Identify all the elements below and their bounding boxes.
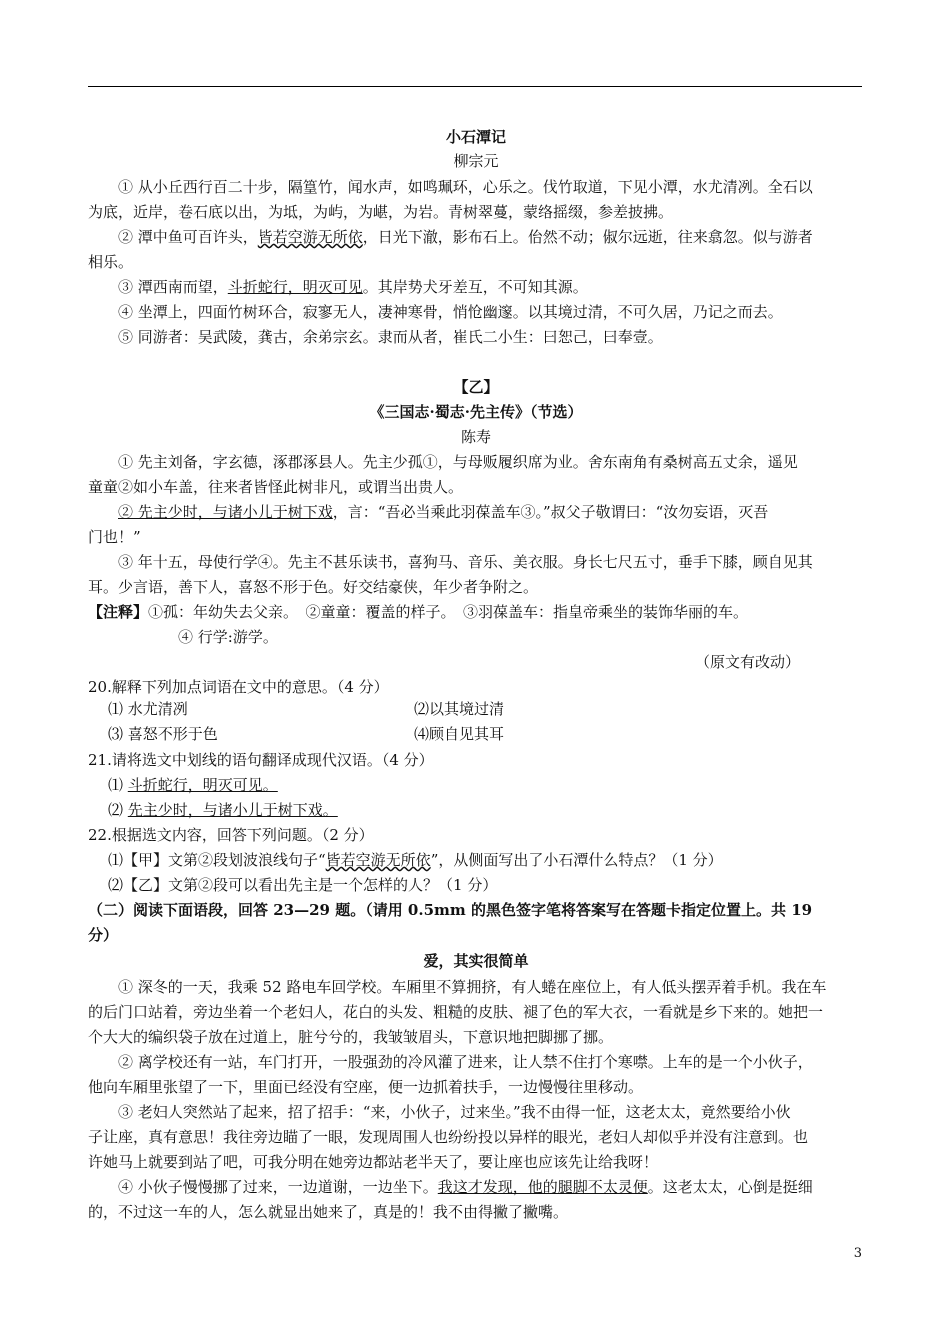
essay-paragraph-1-cont: 的后门口站着，旁边坐着一个老妇人，花白的头发、粗糙的皮肤、褪了色的军大衣，一看就是乡下来的。她把一 <box>88 1003 824 1021</box>
essay-paragraph-3: ③ 老妇人突然站了起来，招了招手：“来，小伙子，过来坐。”我不由得一怔，这老太太，竟然要给小伙 <box>118 1103 791 1121</box>
jia-paragraph-5: ⑤ 同游者：吴武陵，龚古，余弟宗玄。隶而从者，崔氏二小生：曰恕己，曰奉壹。 <box>118 328 663 346</box>
underlined-sentence: 斗折蛇行，明灭可见 <box>227 278 363 296</box>
underlined-sentence: ② 先主少时，与诸小儿于树下戏 <box>118 503 333 521</box>
question-21-a: ⑴ 斗折蛇行，明灭可见。 <box>108 776 278 794</box>
question-20-d: ⑷顾自见其耳 <box>414 725 505 743</box>
yi-title: 《三国志·蜀志·先主传》（节选） <box>369 403 583 421</box>
essay-paragraph-2-cont: 他向车厢里张望了一下，里面已经没有空座，便一边抓着扶手，一边慢慢往里移动。 <box>88 1078 644 1096</box>
yi-paragraph-2-cont: 门也！” <box>88 528 141 546</box>
jia-author: 柳宗元 <box>453 152 499 170</box>
question-20-c: ⑶ 喜怒不形于色 <box>108 725 218 743</box>
question-20: 20.解释下列加点词语在文中的意思。（4 分） <box>88 678 389 696</box>
yi-notes-cont: ④ 行学:游学。 <box>178 628 278 646</box>
essay-paragraph-3-cont2: 许她马上就要到站了吧，可我分明在她旁边都站老半天了，要让座也应该先让给我呀！ <box>88 1153 659 1171</box>
jia-paragraph-3: ③ 潭西南而望，斗折蛇行，明灭可见。其岸势犬牙差互，不可知其源。 <box>118 278 588 296</box>
question-21-b: ⑵ 先主少时，与诸小儿于树下戏。 <box>108 801 338 819</box>
underlined-sentence: 我这才发现，他的腿脚不太灵便 <box>437 1178 648 1196</box>
essay-paragraph-2: ② 离学校还有一站，车门打开，一股强劲的冷风灌了进来，让人禁不住打个寒噤。上车的是一个小伙子， <box>118 1053 813 1071</box>
wavy-underlined-sentence: 皆若空游无所依 <box>257 228 363 246</box>
section-2-instruction-cont: 分） <box>88 926 119 944</box>
jia-paragraph-4: ④ 坐潭上，四面竹树环合，寂寥无人，凄神寒骨，悄怆幽邃。以其境过清，不可久居，乃记之而去。 <box>118 303 783 321</box>
yi-label: 【乙】 <box>453 378 499 396</box>
page-number: 3 <box>853 1246 862 1261</box>
essay-paragraph-4-cont: 的，不过这一车的人，怎么就显出她来了，真是的！我不由得撇了撇嘴。 <box>88 1203 569 1221</box>
essay-paragraph-3-cont: 子让座，真有意思！我往旁边瞄了一眼，发现周围人也纷纷投以异样的眼光，老妇人却似乎并没有注意到。也 <box>88 1128 809 1146</box>
source-note: （原文有改动） <box>694 653 800 671</box>
essay-title: 爱，其实很简单 <box>423 952 529 970</box>
question-21: 21.请将选文中划线的语句翻译成现代汉语。（4 分） <box>88 751 434 769</box>
header-rule <box>88 86 862 87</box>
jia-title: 小石潭记 <box>445 128 506 146</box>
yi-paragraph-3: ③ 年十五，母使行学④。先主不甚乐读书，喜狗马、音乐、美衣服。身长七尺五寸，垂手下膝，顾自见其 <box>118 553 813 571</box>
jia-paragraph-2: ② 潭中鱼可百许头，皆若空游无所依，日光下澈，影布石上。佁然不动；俶尔远逝，往来翕忽。似与游者 <box>118 228 813 246</box>
yi-notes: 【注释】①孤：年幼失去父亲。 ②童童：覆盖的样子。 ③羽葆盖车：指皇帝乘坐的装饰华丽的车。 <box>88 603 749 621</box>
question-20-b: ⑵以其境过清 <box>414 700 505 718</box>
jia-paragraph-1: ① 从小丘西行百二十步，隔篁竹，闻水声，如鸣珮环，心乐之。伐竹取道，下见小潭，水尤清冽。全石以 <box>118 178 813 196</box>
question-22: 22.根据选文内容，回答下列问题。（2 分） <box>88 826 374 844</box>
yi-paragraph-1-cont: 童童②如小车盖，往来者皆怪此树非凡，或谓当出贵人。 <box>88 478 464 496</box>
yi-paragraph-2: ② 先主少时，与诸小儿于树下戏，言：“吾必当乘此羽葆盖车③。”叔父子敬谓曰：“汝勿妄语，灭吾 <box>118 503 769 521</box>
essay-paragraph-1: ① 深冬的一天，我乘 52 路电车回学校。车厢里不算拥挤，有人蜷在座位上，有人低头摆弄着手机。我在车 <box>118 978 827 996</box>
jia-paragraph-2-cont: 相乐。 <box>88 253 134 271</box>
question-22-b: ⑵【乙】文第②段可以看出先主是一个怎样的人？（1 分） <box>108 876 498 894</box>
yi-author: 陈寿 <box>460 428 491 446</box>
section-2-instruction: （二）阅读下面语段，回答 23—29 题。（请用 0.5mm 的黑色签字笔将答案写在答题卡指定位置上。共 19 <box>88 901 813 919</box>
question-22-a: ⑴【甲】文第②段划波浪线句子“皆若空游无所依”，从侧面写出了小石潭什么特点？（1 分） <box>108 851 723 869</box>
jia-paragraph-1-cont: 为底，近岸，卷石底以出，为坻，为屿，为嵁，为岩。青树翠蔓，蒙络摇缀，参差披拂。 <box>88 203 674 221</box>
essay-paragraph-1-cont2: 个大大的编织袋子放在过道上，脏兮兮的，我皱皱眉头，下意识地把脚挪了挪。 <box>88 1028 614 1046</box>
yi-paragraph-3-cont: 耳。少言语，善下人，喜怒不形于色。好交结豪侠，年少者争附之。 <box>88 578 539 596</box>
yi-paragraph-1: ① 先主刘备，字玄德，涿郡涿县人。先主少孤①，与母贩履织席为业。舍东南角有桑树高五丈余，遥见 <box>118 453 798 471</box>
essay-paragraph-4: ④ 小伙子慢慢挪了过来，一边道谢，一边坐下。我这才发现，他的腿脚不太灵便。这老太太，心倒是挺细 <box>118 1178 813 1196</box>
question-20-a: ⑴ 水尤清冽 <box>108 700 188 718</box>
